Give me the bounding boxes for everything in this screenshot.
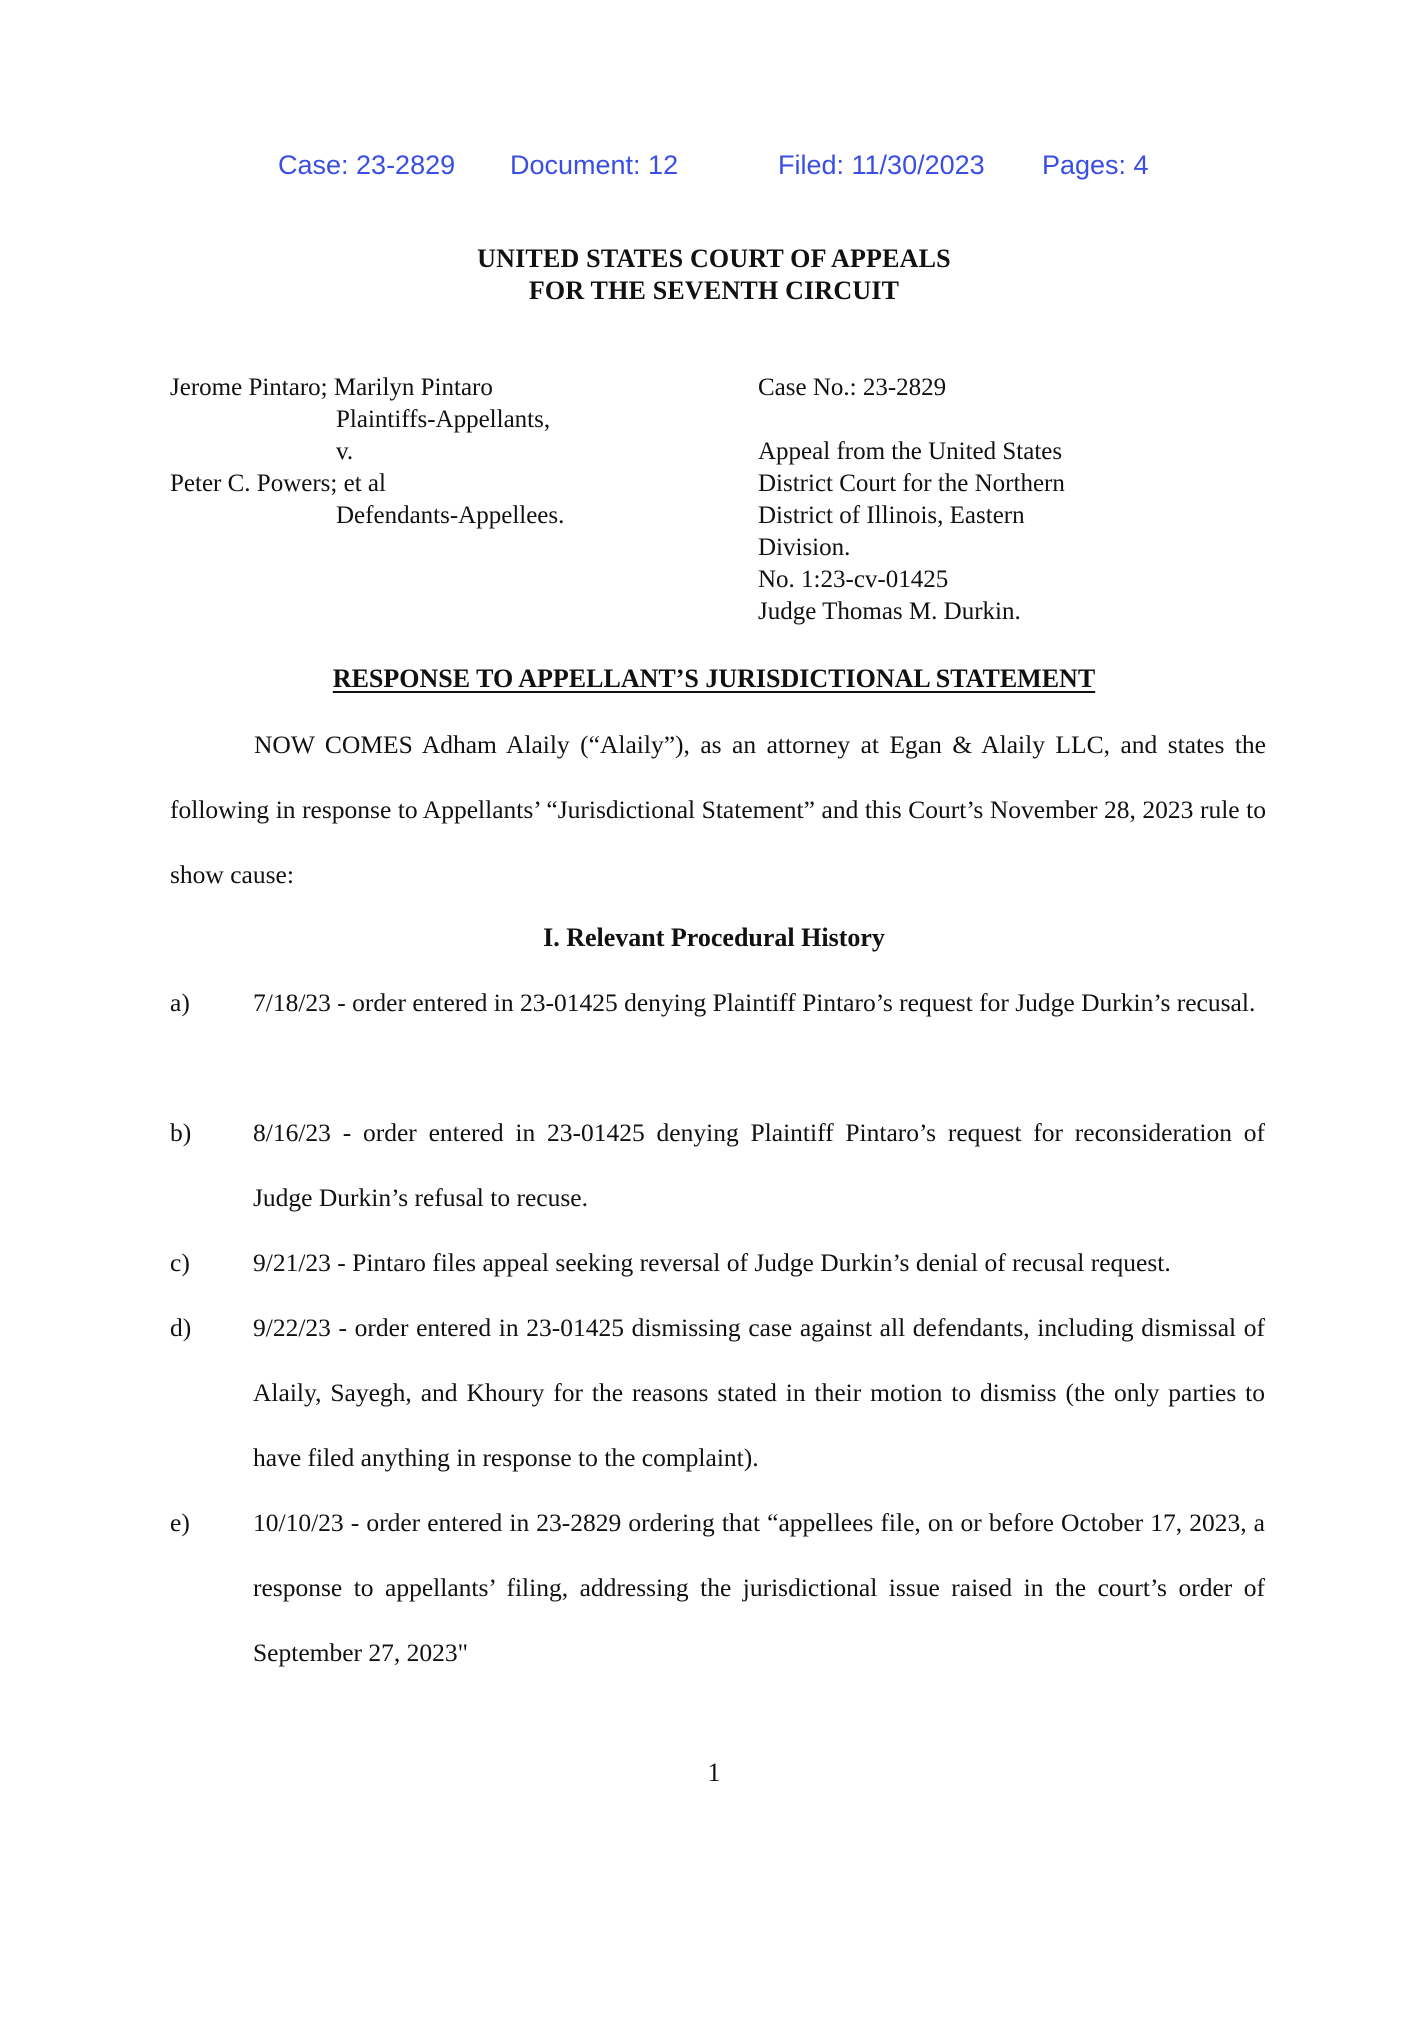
court-name-line2: FOR THE SEVENTH CIRCUIT <box>528 276 900 305</box>
item-letter-e: e) <box>170 1508 190 1537</box>
item-letter-b: b) <box>170 1118 192 1147</box>
intro-text: NOW COMES Adham Alaily (“Alaily”), as an attorney at Egan & Alaily LLC, and states the following in response to Appellants’ “Jurisdictional Statement” and this Court’s November 28, 2023 rule to show cause: <box>170 730 1266 889</box>
caption-versus: v. <box>336 438 354 465</box>
caption-appeal-line3: District of Illinois, Eastern <box>758 502 1025 529</box>
item-text-e: 10/10/23 - order entered in 23-2829 ordering that “appellees file, on or before October 17, 2023, a response to appellants’ filing, addressing the jurisdictional issue raised in the court’s order of September 27, 2023" <box>253 1508 1265 1667</box>
item-letter-c: c) <box>170 1248 190 1277</box>
caption-defendants-role: Defendants-Appellees. <box>336 502 565 529</box>
section-heading: I. Relevant Procedural History <box>543 923 885 952</box>
caption-district-case-no: No. 1:23-cv-01425 <box>758 566 949 593</box>
item-text-c: 9/21/23 - Pintaro files appeal seeking reversal of Judge Durkin’s denial of recusal request. <box>253 1248 1171 1277</box>
page-count-stamp: Pages: 4 <box>1042 150 1149 180</box>
caption-plaintiffs: Jerome Pintaro; Marilyn Pintaro <box>170 374 493 401</box>
item-text-a: 7/18/23 - order entered in 23-01425 denying Plaintiff Pintaro’s request for Judge Durkin’s recusal. <box>253 988 1256 1017</box>
item-text-b: 8/16/23 - order entered in 23-01425 denying Plaintiff Pintaro’s request for reconsideration of Judge Durkin’s refusal to recuse. <box>253 1118 1265 1212</box>
document-title: RESPONSE TO APPELLANT’S JURISDICTIONAL STATEMENT <box>332 664 1096 693</box>
document-number-stamp: Document: 12 <box>510 150 679 180</box>
caption-case-no: Case No.: 23-2829 <box>758 374 947 401</box>
caption-judge: Judge Thomas M. Durkin. <box>758 598 1021 625</box>
page-number: 1 <box>707 1758 721 1787</box>
caption-appeal-line2: District Court for the Northern <box>758 470 1065 497</box>
caption-plaintiffs-role: Plaintiffs-Appellants, <box>336 406 551 433</box>
intro-paragraph <box>170 712 1266 907</box>
court-name-line1: UNITED STATES COURT OF APPEALS <box>477 244 951 273</box>
caption-appeal-line4: Division. <box>758 534 851 561</box>
filed-date-stamp: Filed: 11/30/2023 <box>778 150 985 180</box>
item-letter-d: d) <box>170 1313 192 1342</box>
caption-appeal-line1: Appeal from the United States <box>758 438 1063 465</box>
caption-defendants: Peter C. Powers; et al <box>170 470 386 497</box>
item-text-d: 9/22/23 - order entered in 23-01425 dismissing case against all defendants, including dismissal of Alaily, Sayegh, and Khoury for the reasons stated in their motion to dismiss (the only parties to have filed anything in response to the complaint). <box>253 1313 1265 1472</box>
item-letter-a: a) <box>170 988 190 1017</box>
case-number-stamp: Case: 23-2829 <box>278 150 456 180</box>
